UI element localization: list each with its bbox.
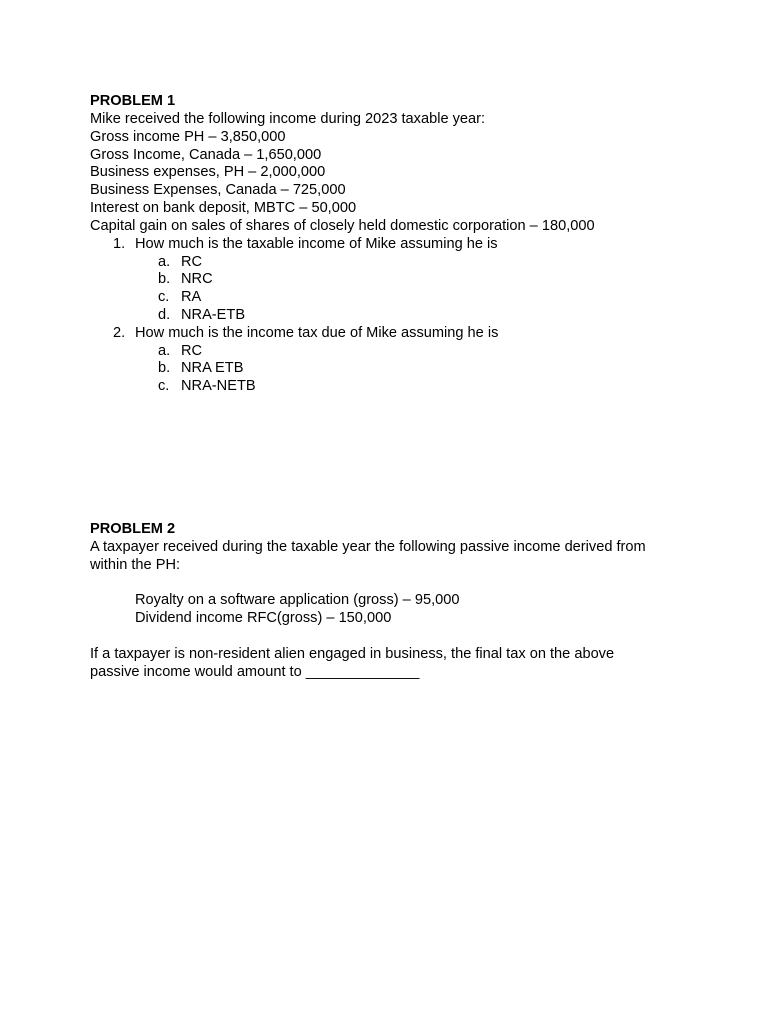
option-letter: d. <box>158 307 171 323</box>
income-line: Business Expenses, Canada – 725,000 <box>90 182 346 198</box>
question-text: How much is the taxable income of Mike assuming he is <box>135 236 498 252</box>
passive-income-item: Dividend income RFC(gross) – 150,000 <box>135 610 392 626</box>
option-text: RA <box>181 289 202 305</box>
option-text: NRA-NETB <box>181 378 256 394</box>
question-number: 2. <box>113 325 126 341</box>
option-text: NRA ETB <box>181 360 244 376</box>
problem-2-question: If a taxpayer is non-resident alien engaged in business, the final tax on the above <box>90 646 615 662</box>
option-letter: b. <box>158 271 171 287</box>
passive-income-item: Royalty on a software application (gross) – 95,000 <box>135 592 460 608</box>
option-text: NRA-ETB <box>181 307 246 323</box>
question-number: 1. <box>113 236 126 252</box>
option-text: RC <box>181 254 203 270</box>
problem-1-heading: PROBLEM 1 <box>90 93 176 109</box>
question-text: How much is the income tax due of Mike assuming he is <box>135 325 499 341</box>
problem-2-intro-continued: within the PH: <box>90 557 181 573</box>
option-letter: a. <box>158 343 171 359</box>
income-line: Capital gain on sales of shares of closely held domestic corporation – 180,000 <box>90 218 595 234</box>
problem-2-intro: A taxpayer received during the taxable year the following passive income derived from <box>90 539 646 555</box>
option-text: RC <box>181 343 203 359</box>
option-text: NRC <box>181 271 213 287</box>
income-line: Business expenses, PH – 2,000,000 <box>90 164 326 180</box>
problem-2-heading: PROBLEM 2 <box>90 521 176 537</box>
income-line: Gross Income, Canada – 1,650,000 <box>90 147 322 163</box>
problem-2-question-continued: passive income would amount to ______________ <box>90 664 420 680</box>
option-letter: c. <box>158 289 170 305</box>
problem-1-intro: Mike received the following income during 2023 taxable year: <box>90 111 486 127</box>
income-line: Gross income PH – 3,850,000 <box>90 129 286 145</box>
option-letter: b. <box>158 360 171 376</box>
income-line: Interest on bank deposit, MBTC – 50,000 <box>90 200 357 216</box>
option-letter: c. <box>158 378 170 394</box>
option-letter: a. <box>158 254 171 270</box>
